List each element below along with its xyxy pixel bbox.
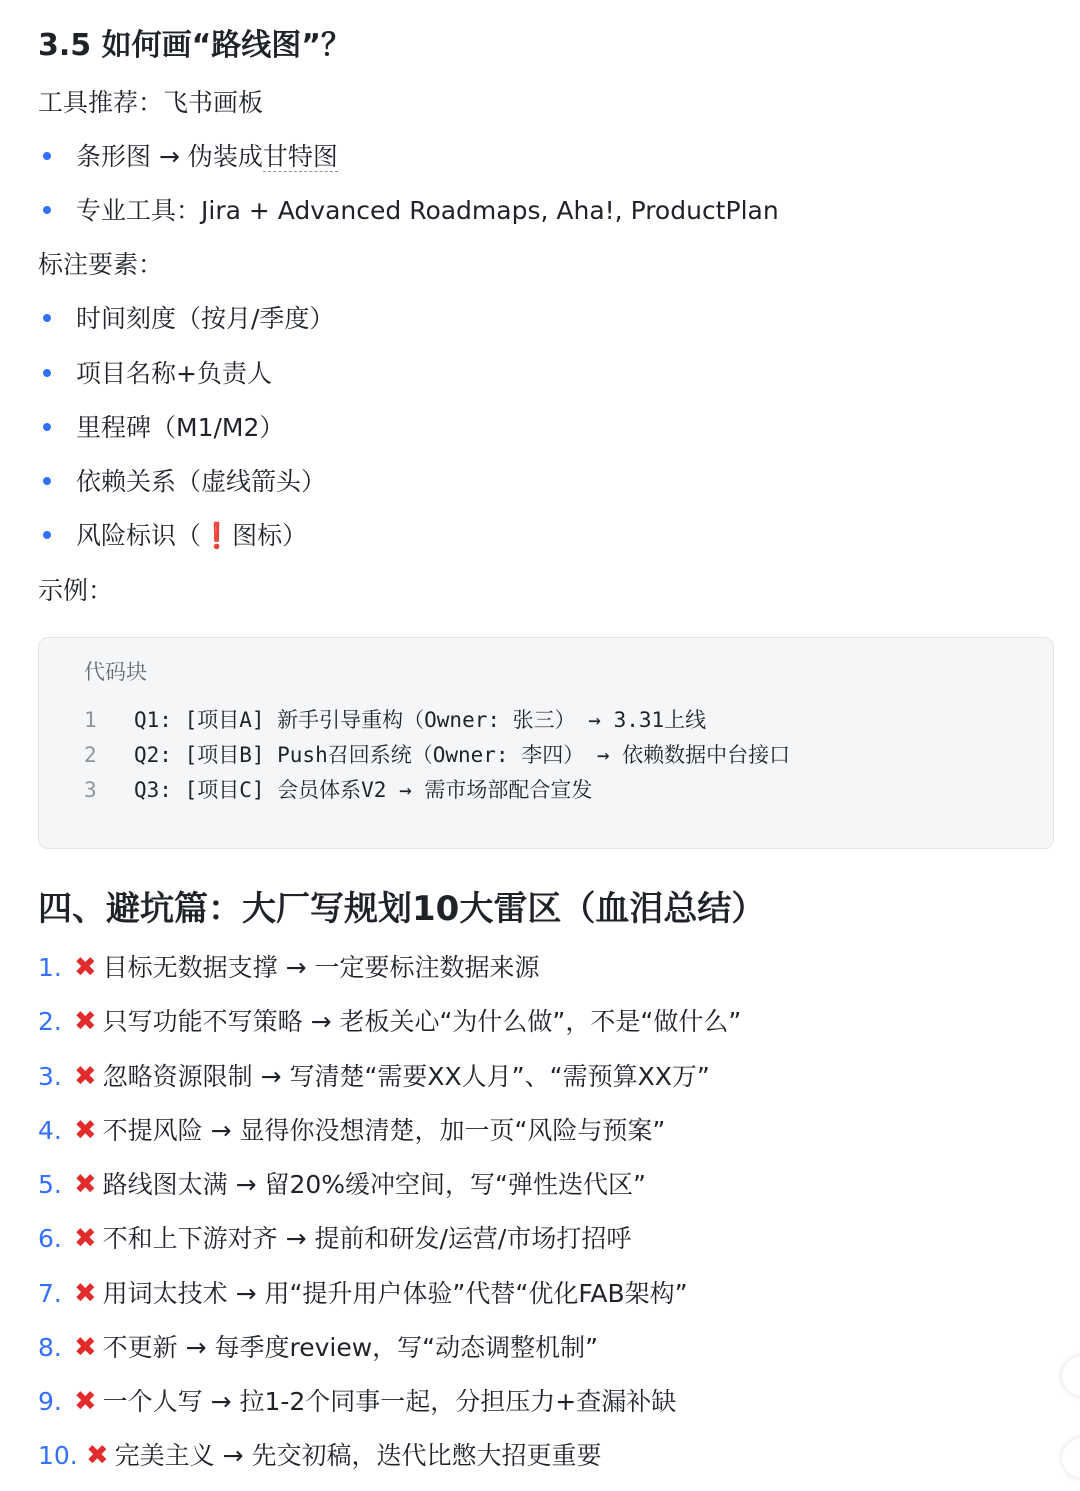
list-item: 里程碑（M1/M2） [38, 411, 284, 445]
bullet-dot-icon [43, 423, 51, 431]
list-item: 8. ✖ 不更新 → 每季度review，写“动态调整机制” [38, 1332, 599, 1363]
cross-mark-icon: ✖ [74, 1006, 97, 1037]
cross-mark-icon: ✖ [74, 1332, 97, 1363]
list-item: 3. ✖ 忽略资源限制 → 写清楚“需要XX人月”、“需预算XX万” [38, 1061, 710, 1092]
cross-mark-icon: ✖ [74, 1169, 97, 1200]
list-item: 9. ✖ 一个人写 → 拉1-2个同事一起，分担压力+查漏补缺 [38, 1386, 677, 1417]
example-label: 示例： [38, 576, 114, 605]
code-line: 2 Q2: [项目B] Push召回系统（Owner: 李四） → 依赖数据中台接口 [84, 740, 790, 770]
cross-mark-icon: ✖ [74, 1386, 97, 1417]
line-number: 2 [84, 743, 97, 767]
bullet-dot-icon [43, 152, 51, 160]
bullet-dot-icon [43, 531, 51, 539]
cross-mark-icon: ✖ [74, 1278, 97, 1309]
list-item: 10. ✖ 完美主义 → 先交初稿，迭代比憋大招更重要 [38, 1440, 602, 1471]
list-item: 依赖关系（虚线箭头） [38, 465, 326, 499]
list-item: 6. ✖ 不和上下游对齐 → 提前和研发/运营/市场打招呼 [38, 1223, 632, 1254]
list-item: 条形图 → 伪装成甘特图 [38, 140, 338, 174]
code-block-title: 代码块 [84, 660, 147, 684]
elements-label: 标注要素： [38, 250, 164, 279]
list-item: 1. ✖ 目标无数据支撑 → 一定要标注数据来源 [38, 952, 540, 983]
cross-mark-icon: ✖ [86, 1440, 109, 1471]
section-heading: 3.5 如何画“路线图”？ [38, 28, 352, 63]
cross-mark-icon: ✖ [74, 952, 97, 983]
bullet-dot-icon [43, 314, 51, 322]
list-item: 5. ✖ 路线图太满 → 留20%缓冲空间，写“弹性迭代区” [38, 1169, 646, 1200]
list-item: 时间刻度（按月/季度） [38, 302, 334, 336]
floating-action-button[interactable] [1062, 1356, 1080, 1396]
cross-mark-icon: ✖ [74, 1115, 97, 1146]
list-item: 4. ✖ 不提风险 → 显得你没想清楚，加一页“风险与预案” [38, 1115, 666, 1146]
gantt-chart-term[interactable]: 甘特图 [262, 142, 338, 171]
line-number: 1 [84, 708, 97, 732]
code-line: 3 Q3: [项目C] 会员体系V2 → 需市场部配合宣发 [84, 775, 592, 805]
tools-label: 工具推荐：飞书画板 [38, 88, 264, 117]
code-line: 1 Q1: [项目A] 新手引导重构（Owner: 张三） → 3.31上线 [84, 705, 706, 735]
pitfalls-heading: 四、避坑篇：大厂写规划10大雷区（血泪总结） [38, 889, 766, 929]
exclamation-icon: ❗ [201, 521, 233, 550]
floating-action-button[interactable] [1062, 1438, 1080, 1478]
list-item: 风险标识（❗图标） [38, 519, 307, 553]
list-item: 专业工具：Jira + Advanced Roadmaps, Aha!, ProductPlan [38, 194, 779, 228]
list-item: 项目名称+负责人 [38, 357, 272, 391]
list-item: 2. ✖ 只写功能不写策略 → 老板关心“为什么做”，不是“做什么” [38, 1006, 742, 1037]
cross-mark-icon: ✖ [74, 1223, 97, 1254]
cross-mark-icon: ✖ [74, 1061, 97, 1092]
bullet-dot-icon [43, 206, 51, 214]
code-block [38, 637, 1054, 849]
line-number: 3 [84, 778, 97, 802]
bullet-dot-icon [43, 477, 51, 485]
bullet-dot-icon [43, 369, 51, 377]
list-item: 7. ✖ 用词太技术 → 用“提升用户体验”代替“优化FAB架构” [38, 1278, 688, 1309]
